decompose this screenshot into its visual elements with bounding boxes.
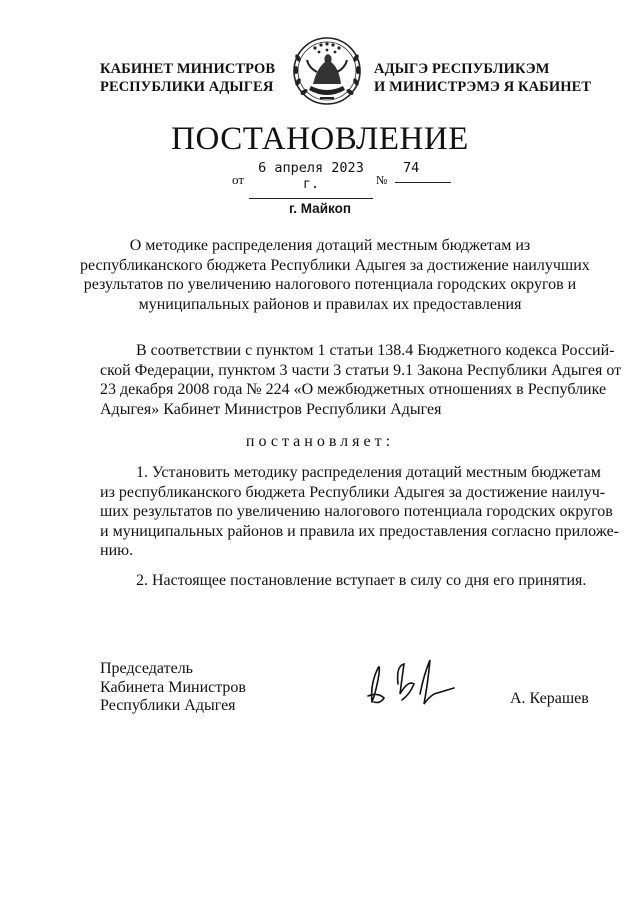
- handwritten-signature-icon: [358, 654, 468, 714]
- paragraph-line: В соответствии с пунктом 1 статьи 138.4 Бюджетного кодекса Россий-: [136, 342, 615, 359]
- paragraph-line: Адыгея» Кабинет Министров Республики Адыгея: [100, 400, 442, 418]
- signatory-line: Республики Адыгея: [100, 697, 236, 714]
- item-1-paragraph: [100, 463, 619, 561]
- item-2-paragraph: [100, 571, 587, 591]
- paragraph-line: 2. Настоящее постановление вступает в силу со дня его принятия.: [136, 572, 587, 589]
- header-left-line2: РЕСПУБЛИКИ АДЫГЕЯ: [100, 79, 274, 95]
- paragraph-line: нию.: [100, 542, 134, 559]
- resolve-word: постановляет:: [245, 433, 395, 450]
- header-right-line2: И МИНИСТРЭМЭ Я КАБИНЕТ: [374, 79, 592, 95]
- document-subject: [80, 236, 590, 314]
- document-number: 74: [395, 160, 451, 183]
- paragraph-line: из республиканского бюджета Республики Адыгея за достижение наилуч-: [100, 483, 606, 501]
- date-label: от: [232, 172, 245, 187]
- date-number-row: [232, 160, 452, 190]
- signatory-name: А. Керашев: [510, 690, 589, 707]
- number-label: №: [376, 173, 388, 187]
- city: г. Майкоп: [289, 201, 351, 216]
- signatory-line: Председатель: [100, 660, 193, 677]
- paragraph-line: 23 декабря 2008 года № 224 «О межбюджетных отношениях в Республике: [100, 381, 607, 398]
- signatory-title: [100, 660, 246, 716]
- paragraph-line: и муниципальных районов и правила их предоставления согласно приложе-: [100, 522, 619, 540]
- header-right: [374, 60, 591, 96]
- paragraph-line: ской Федерации, пунктом 3 части 3 статьи 9.1 Закона Республики Адыгея от: [100, 361, 622, 379]
- adygea-coat-of-arms-icon: [287, 28, 367, 114]
- subject-line: республиканского бюджета Республики Адыгея за достижение наилучших: [80, 256, 590, 274]
- header-right-line1: АДЫГЭ РЕСПУБЛИКЭМ: [374, 61, 550, 77]
- preamble-paragraph: [100, 341, 622, 419]
- subject-line: О методике распределения дотаций местным бюджетам из: [129, 237, 531, 254]
- subject-line: результатов по увеличению налогового потенциала городских округов и: [83, 276, 577, 293]
- subject-line: муниципальных районов и правилах их предоставления: [138, 295, 522, 313]
- signatory-line: Кабинета Министров: [100, 678, 246, 696]
- header-left: [100, 60, 275, 96]
- header-left-line1: КАБИНЕТ МИНИСТРОВ: [100, 61, 276, 77]
- paragraph-line: ших результатов по увеличению налогового потенциала городских округов: [100, 503, 613, 520]
- paragraph-line: 1. Установить методику распределения дотаций местным бюджетам: [136, 464, 601, 481]
- document-title: ПОСТАНОВЛЕНИЕ: [171, 121, 469, 157]
- document-date: 6 апреля 2023 г.: [249, 160, 373, 199]
